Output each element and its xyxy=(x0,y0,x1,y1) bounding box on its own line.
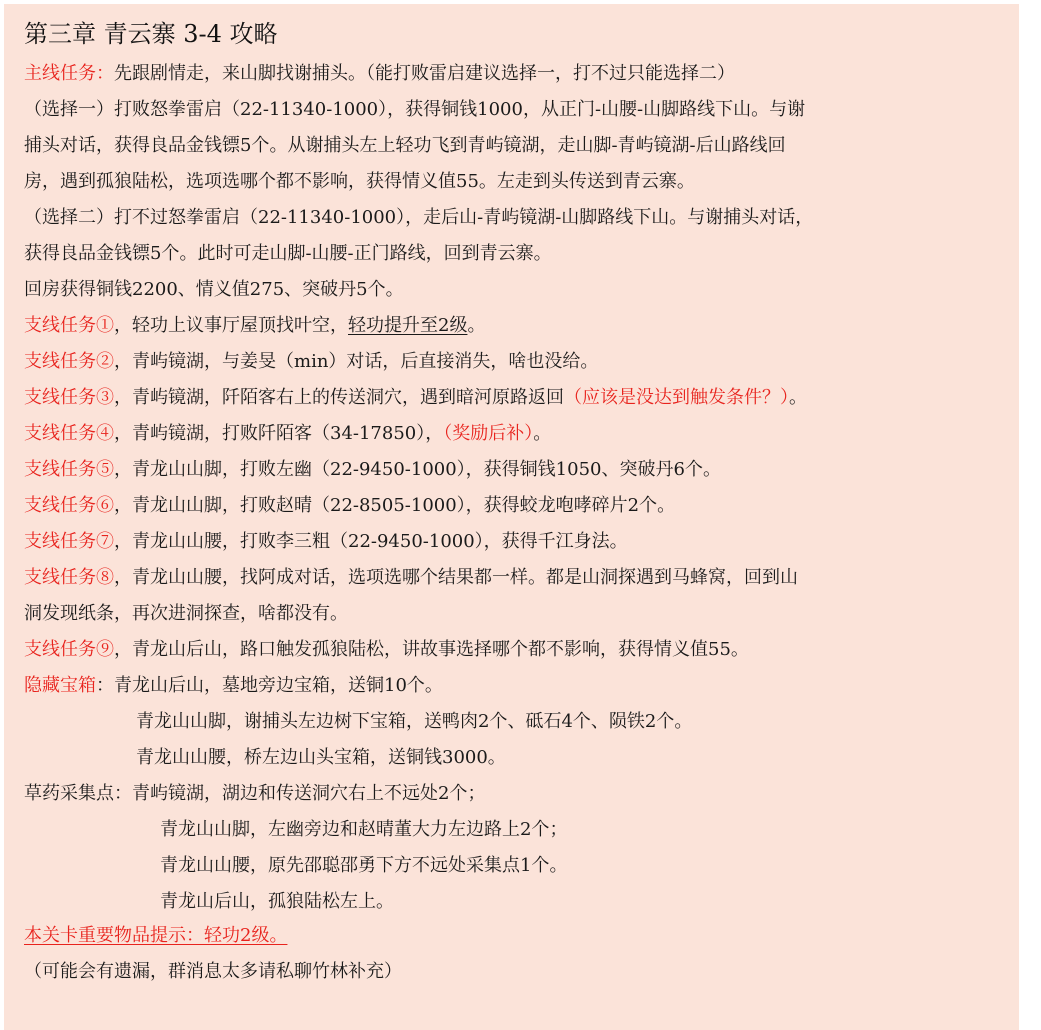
option-one-line-1: （选择一）打败怒拳雷启（22-11340-1000），获得铜钱1000，从正门-山腰-山脚路线下山。与谢 xyxy=(24,99,806,120)
side-quest-note: （应该是没达到触发条件？） xyxy=(564,387,789,408)
side-quest-text: ，青龙山后山，路口触发孤狼陆松，讲故事选择哪个都不影响，获得情义值55。 xyxy=(114,639,749,660)
side-quest-label: 支线任务② xyxy=(24,351,114,372)
side-quest-label: 支线任务⑨ xyxy=(24,639,114,660)
herb-line-2: 青龙山山脚，左幽旁边和赵晴董大力左边路上2个； xyxy=(160,819,568,840)
side-quest-end: 。 xyxy=(533,423,552,444)
page-title: 第三章 青云寨 3-4 攻略 xyxy=(24,20,278,48)
side-quest-label: 支线任务④ xyxy=(24,423,114,444)
side-quest-5 xyxy=(24,458,721,482)
herb-line-1: 草药采集点：青屿镜湖，湖边和传送洞穴右上不远处2个； xyxy=(24,783,486,804)
option-two-line-1: （选择二）打不过怒拳雷启（22-11340-1000），走后山-青屿镜湖-山脚路线下山。与谢捕头对话， xyxy=(24,207,814,228)
key-item-hint: 本关卡重要物品提示：轻功2级。 xyxy=(24,925,288,946)
side-quest-1 xyxy=(24,314,485,338)
side-quest-6 xyxy=(24,494,675,518)
guide-page xyxy=(4,4,1019,1030)
side-quest-end: 。 xyxy=(467,315,486,336)
main-quest-label: 主线任务： xyxy=(24,63,114,84)
footer-note: （可能会有遗漏，群消息太多请私聊竹林补充） xyxy=(24,961,402,982)
hidden-chest-text: ：青龙山后山，墓地旁边宝箱，送铜10个。 xyxy=(96,675,443,696)
main-quest-line xyxy=(24,62,735,86)
side-quest-label: 支线任务⑦ xyxy=(24,531,114,552)
side-quest-text: ，青屿镜湖，与姜旻（min）对话，后直接消失，啥也没给。 xyxy=(114,351,599,372)
side-quest-4 xyxy=(24,422,551,446)
hidden-chest-line-1 xyxy=(24,674,443,698)
side-quest-2 xyxy=(24,350,598,374)
herb-line-3: 青龙山山腰，原先邵聪邵勇下方不远处采集点1个。 xyxy=(160,855,568,876)
side-quest-text: ，轻功上议事厅屋顶找叶空， xyxy=(114,315,348,336)
option-one-line-3: 房，遇到孤狼陆松，选项选哪个都不影响，获得情义值55。左走到头传送到青云寨。 xyxy=(24,171,695,192)
side-quest-7 xyxy=(24,530,628,554)
side-quest-label: 支线任务① xyxy=(24,315,114,336)
side-quest-8 xyxy=(24,566,798,590)
herb-line-4: 青龙山后山，孤狼陆松左上。 xyxy=(160,891,394,912)
side-quest-9 xyxy=(24,638,749,662)
side-quest-label: 支线任务③ xyxy=(24,387,114,408)
hidden-chest-line-3: 青龙山山腰，桥左边山头宝箱，送铜钱3000。 xyxy=(136,747,506,768)
option-one-line-2: 捕头对话，获得良品金钱镖5个。从谢捕头左上轻功飞到青屿镜湖，走山脚-青屿镜湖-后山路线回 xyxy=(24,135,786,156)
side-quest-text: ，青龙山山腰，打败李三粗（22-9450-1000），获得千江身法。 xyxy=(114,531,628,552)
hidden-chest-line-2: 青龙山山脚，谢捕头左边树下宝箱，送鸭肉2个、砥石4个、陨铁2个。 xyxy=(136,711,693,732)
side-quest-3 xyxy=(24,386,807,410)
side-quest-label: 支线任务⑧ xyxy=(24,567,114,588)
option-two-line-2: 获得良品金钱镖5个。此时可走山脚-山腰-正门路线，回到青云寨。 xyxy=(24,243,552,264)
main-quest-reward: 回房获得铜钱2200、情义值275、突破丹5个。 xyxy=(24,279,404,300)
main-quest-text: 先跟剧情走，来山脚找谢捕头。（能打败雷启建议选择一，打不过只能选择二） xyxy=(114,63,735,84)
side-quest-highlight: 轻功提升至2级 xyxy=(348,315,468,336)
side-quest-text: ，青龙山山脚，打败左幽（22-9450-1000），获得铜钱1050、突破丹6个。 xyxy=(114,459,721,480)
side-quest-end: 。 xyxy=(789,387,807,408)
side-quest-text: ，青龙山山脚，打败赵晴（22-8505-1000），获得蛟龙咆哮碎片2个。 xyxy=(114,495,676,516)
side-quest-note: （奖励后补） xyxy=(443,423,534,444)
side-quest-label: 支线任务⑥ xyxy=(24,495,114,516)
side-quest-text: ，青龙山山腰，找阿成对话，选项选哪个结果都一样。都是山洞探遇到马蜂窝，回到山 xyxy=(114,567,798,588)
side-quest-text: ，青屿镜湖，打败阡陌客（34-17850）， xyxy=(114,423,444,444)
side-quest-text: ，青屿镜湖，阡陌客右上的传送洞穴，遇到暗河原路返回 xyxy=(114,387,564,408)
side-quest-label: 支线任务⑤ xyxy=(24,459,114,480)
side-quest-8-continued: 洞发现纸条，再次进洞探查，啥都没有。 xyxy=(24,603,348,624)
hidden-chest-label: 隐藏宝箱 xyxy=(24,675,96,696)
